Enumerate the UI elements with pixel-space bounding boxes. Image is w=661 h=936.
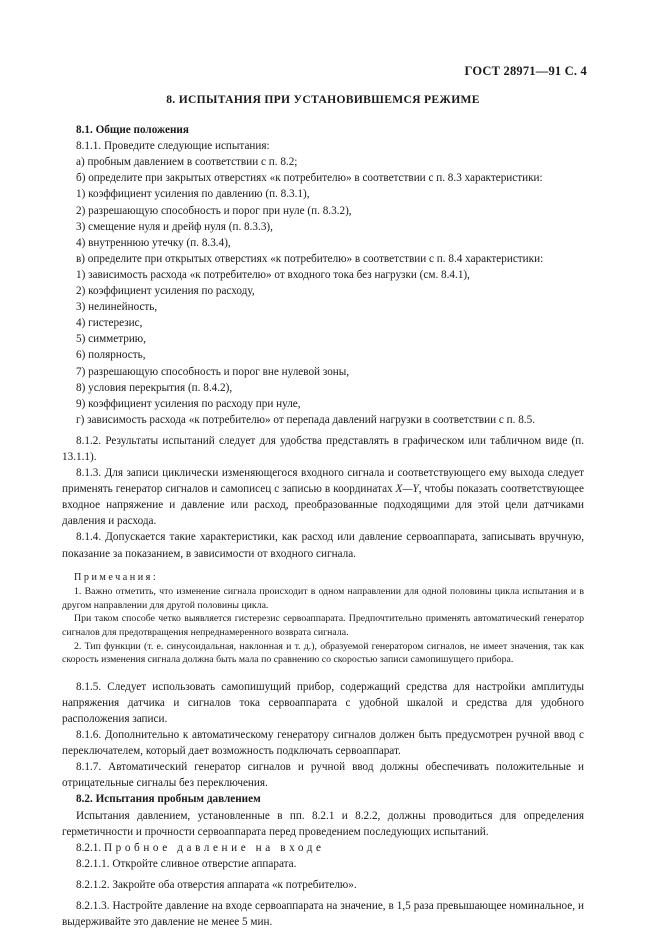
item-v: в) определите при открытых отверстиях «к потребителю» в соответствии с п. 8.4 характеристики: — [76, 252, 544, 265]
xy-coordinates: X—Y — [395, 483, 419, 496]
item-g: г) зависимость расхода «к потребителю» от перепада давлений нагрузки в соответствии с п. 8.5. — [76, 413, 535, 426]
notes-title: Примечания: — [74, 571, 159, 583]
subsection-title-8-1: 8.1. Общие положения — [76, 124, 189, 137]
list-item: 8) условия перекрытия (п. 8.4.2), — [76, 381, 233, 394]
list-item: 9) коэффициент усиления по расходу при нуле, — [76, 397, 301, 410]
page-content — [62, 92, 584, 930]
list-item: 1) коэффициент усиления по давлению (п. 8.3.1), — [76, 188, 310, 201]
item-a: а) пробным давлением в соответствии с п. 8.2; — [76, 156, 298, 169]
paragraph-8-1-4: 8.1.4. Допускается такие характеристики, как расход или давление сервоаппарата, записывать вручную, показание за показанием, в зависимости от входного сигнала. — [62, 531, 584, 560]
paragraph-8-1-1: 8.1.1. Проведите следующие испытания: — [76, 140, 270, 153]
list-item: 1) зависимость расхода «к потребителю» от входного тока без нагрузки (см. 8.4.1), — [76, 268, 470, 281]
section-title: 8. ИСПЫТАНИЯ ПРИ УСТАНОВИВШЕМСЯ РЕЖИМЕ — [166, 93, 480, 106]
subsection-title-8-2: 8.2. Испытания пробным давлением — [76, 793, 261, 806]
paragraph-8-1-5: 8.1.5. Следует использовать самопишущий прибор, содержащий средства для настройки амплитуды напряжения датчика и сигналов тока сервоаппарата с удобной шкалой и средства для удобного расположения записи. — [62, 680, 584, 725]
list-item: 4) внутреннюю утечку (п. 8.3.4), — [76, 236, 231, 249]
list-item: 7) разрешающую способность и порог вне нулевой зоны, — [76, 365, 350, 378]
paragraph-8-2-intro: Испытания давлением, установленные в пп. 8.2.1 и 8.2.2, должны проводиться для определения герметичности и прочности сервоаппарата перед проведением последующих испытаний. — [62, 809, 584, 838]
paragraph-8-1-7: 8.1.7. Автоматический генератор сигналов и ручной ввод должны обеспечивать положительные и отрицательные сигналы без переключения. — [62, 761, 584, 790]
paragraph-8-2-1-1: 8.2.1.1. Откройте сливное отверстие аппарата. — [76, 857, 297, 870]
paragraph-8-2-1-2: 8.2.1.2. Закройте оба отверстия аппарата «к потребителю». — [76, 878, 357, 891]
list-item: 3) смещение нуля и дрейф нуля (п. 8.3.3), — [76, 220, 273, 233]
paragraph-8-2-1-3: 8.2.1.3. Настройте давление на входе сервоаппарата на значение, в 1,5 раза превышающее номинальное, и выдерживайте это давление не менее 5 мин. — [62, 900, 584, 929]
note-1-continued: При таком способе четко выявляется гистерезис сервоаппарата. Предпочтительно применять автоматический генератор сигналов для предотвращения непреднамеренного возврата сигнала. — [62, 613, 584, 638]
list-item: 2) коэффициент усиления по расходу, — [76, 285, 255, 298]
note-1: 1. Важно отметить, что изменение сигнала происходит в одном направлении для одной половины цикла испытания и в другом направлении для другой половины цикла. — [62, 586, 584, 611]
paragraph-8-1-2: 8.1.2. Результаты испытаний следует для удобства представлять в графическом или табличном виде (п. 13.1.1). — [62, 434, 584, 463]
note-2: 2. Тип функции (т. е. синусоидальная, наклонная и т. д.), образуемой генератором сигналов, не имеет значения, так как скорость изменения сигнала должна быть мала по сравнению со скоростью записи самопишущего прибора. — [62, 640, 584, 666]
item-b: б) определите при закрытых отверстиях «к потребителю» в соответствии с п. 8.3 характеристики: — [76, 172, 543, 185]
paragraph-8-1-6: 8.1.6. Дополнительно к автоматическому генератору сигналов должен быть предусмотрен ручной ввод с переключателем, который дает возможность подключать сервоаппарат. — [62, 729, 584, 758]
list-item: 3) нелинейность, — [76, 301, 158, 314]
list-item: 6) полярность, — [76, 349, 146, 362]
notes-block — [62, 571, 584, 667]
spaced-heading: Пробное давление на входе — [103, 841, 325, 854]
list-item: 4) гистерезис, — [76, 317, 143, 330]
paragraph-8-2-1: 8.2.1. Пробное давление на входе — [76, 841, 325, 854]
list-item: 5) симметрию, — [76, 333, 146, 346]
paragraph-8-1-3: 8.1.3. Для записи циклически изменяющегося входного сигнала и соответствующего ему выхода следует применять генератор сигналов и самописец с записью в координатах X—Y, чтобы показать соответствующее входное напряжение и давление или расход, преобразованные подходящими для этой цели датчиками давления и расхода. — [62, 467, 584, 528]
page-header: ГОСТ 28971—91 С. 4 — [464, 64, 587, 78]
list-item: 2) разрешающую способность и порог при нуле (п. 8.3.2), — [76, 204, 352, 217]
